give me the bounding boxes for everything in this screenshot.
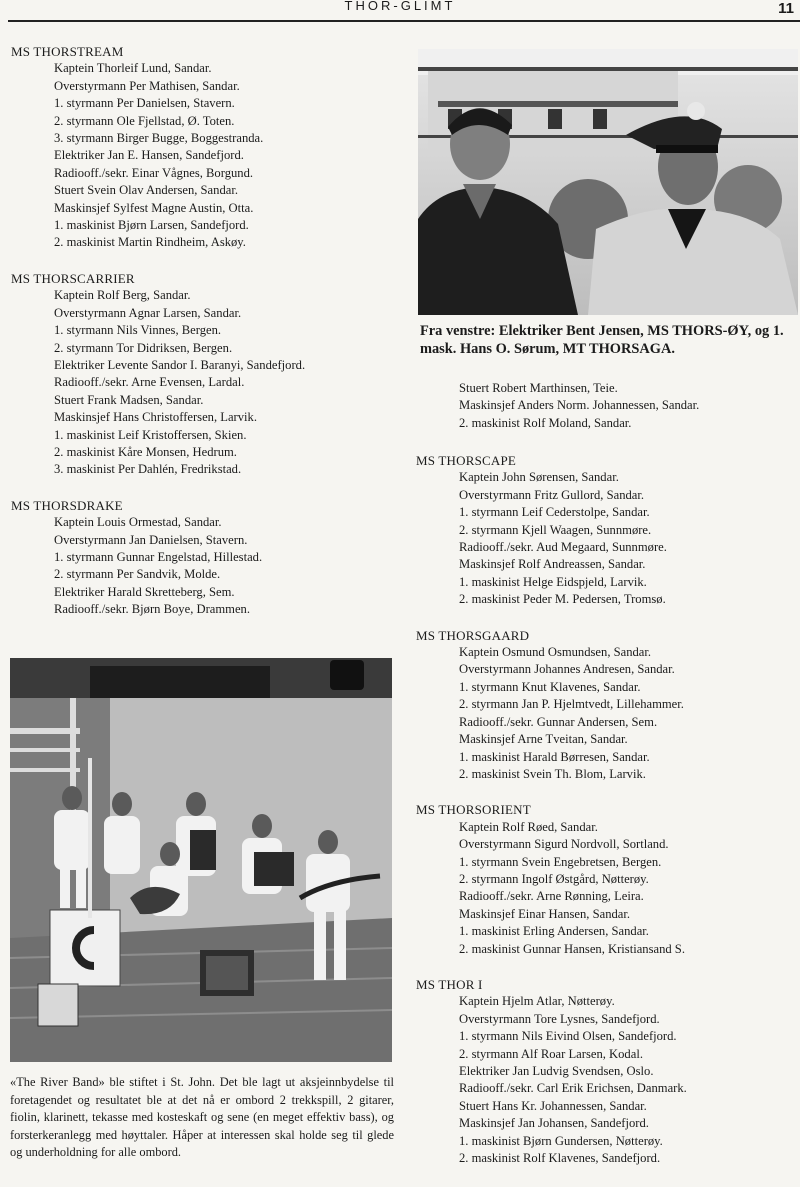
- crew-member: 1. maskinist Leif Kristoffersen, Skien.: [54, 427, 247, 442]
- crew-member: Kaptein John Sørensen, Sandar.: [459, 470, 619, 485]
- band-caption: «The River Band» ble stiftet i St. John. Det ble lagt ut aksjeinnbydelse til foretagendet og resultatet ble at det nå er ombord 2 trekkspill, 2 gitarer, fiolin, klarinett, tekasse med kosteskaft og sene (en meget effektiv bass), og forsterkeranlegg med høyttaler. Håper at interessen skal holde seg til glede og underholdning for alle ombord.: [10, 1075, 394, 1160]
- crew-member: Maskinsjef Anders Norm. Johannessen, Sandar.: [459, 398, 700, 413]
- ship-name: MS THORSCAPE: [416, 453, 517, 468]
- crew-member: 1. styrmann Svein Engebretsen, Bergen.: [459, 854, 662, 869]
- crew-member: 1. styrmann Leif Cederstolpe, Sandar.: [459, 505, 650, 520]
- crew-member: 1. maskinist Bjørn Larsen, Sandefjord.: [54, 218, 249, 233]
- crew-member: Radiooff./sekr. Arne Evensen, Lardal.: [54, 375, 245, 390]
- crew-list: [416, 644, 800, 783]
- crew-list: [416, 469, 800, 608]
- ship-block-thorscape: [416, 452, 800, 609]
- ship-name: MS THORSCARRIER: [11, 270, 135, 286]
- crew-member: Overstyrmann Agnar Larsen, Sandar.: [54, 305, 242, 320]
- crew-list: [11, 287, 406, 478]
- crew-member: Kaptein Osmund Osmundsen, Sandar.: [459, 645, 652, 660]
- crew-member: Elektriker Jan E. Hansen, Sandefjord.: [54, 148, 244, 163]
- crew-member: 1. styrmann Per Danielsen, Stavern.: [54, 96, 235, 111]
- crew-member: Maskinsjef Jan Johansen, Sandefjord.: [459, 1116, 649, 1131]
- crew-list: [11, 514, 406, 618]
- crew-member: 3. maskinist Per Dahlén, Fredrikstad.: [54, 462, 242, 477]
- crew-member: Stuert Robert Marthinsen, Teie.: [459, 381, 618, 395]
- crew-member: 1. styrmann Knut Klavenes, Sandar.: [459, 679, 641, 694]
- ship-block-thorscarrier: [11, 270, 406, 479]
- crew-member: 1. maskinist Erling Andersen, Sandar.: [459, 924, 649, 939]
- crew-member: 2. styrmann Jan P. Hjelmtvedt, Lillehammer.: [459, 697, 684, 712]
- photo-caption-seamen: Fra venstre: Elektriker Bent Jensen, MS THORS-ØY, og 1. mask. Hans O. Sørum, MT THORSAGA.: [420, 323, 784, 357]
- crew-member: Overstyrmann Fritz Gullord, Sandar.: [459, 487, 645, 502]
- ship-name: MS THORSDRAKE: [11, 497, 123, 513]
- crew-member: Maskinsjef Einar Hansen, Sandar.: [459, 906, 631, 921]
- crew-member: Radiooff./sekr. Carl Erik Erichsen, Danmark.: [459, 1081, 687, 1096]
- crew-member: 1. maskinist Bjørn Gundersen, Nøtterøy.: [459, 1133, 663, 1148]
- crew-member: 2. styrmann Kjell Waagen, Sunnmøre.: [459, 522, 652, 537]
- crew-list: [11, 60, 406, 251]
- ship-name: MS THORSGAARD: [416, 627, 530, 643]
- crew-member: 3. styrmann Birger Bugge, Boggestranda.: [54, 131, 264, 146]
- crew-member: Overstyrmann Per Mathisen, Sandar.: [54, 78, 240, 93]
- crew-member: Maskinsjef Sylfest Magne Austin, Otta.: [54, 200, 254, 215]
- crew-member: Kaptein Rolf Berg, Sandar.: [54, 288, 191, 303]
- ship-block-thorsgaard: [416, 627, 800, 784]
- crew-member: Maskinsjef Hans Christoffersen, Larvik.: [54, 410, 257, 425]
- crew-member: Elektriker Jan Ludvig Svendsen, Oslo.: [459, 1064, 654, 1078]
- header-rule: [8, 20, 800, 22]
- crew-member: Overstyrmann Sigurd Nordvoll, Sortland.: [459, 837, 669, 852]
- crew-list: [416, 993, 800, 1167]
- crew-member: Radiooff./sekr. Gunnar Andersen, Sem.: [459, 714, 658, 729]
- crew-member: Radiooff./sekr. Arne Rønning, Leira.: [459, 889, 644, 904]
- crew-member: Kaptein Hjelm Atlar, Nøtterøy.: [459, 994, 615, 1009]
- crew-member: Maskinsjef Rolf Andreassen, Sandar.: [459, 557, 646, 572]
- crew-member: Overstyrmann Johannes Andresen, Sandar.: [459, 662, 675, 677]
- crew-member: 1. maskinist Harald Børresen, Sandar.: [459, 749, 650, 764]
- ship-block-thorsdrake: [11, 497, 406, 619]
- crew-member: Radiooff./sekr. Einar Vågnes, Borgund.: [54, 165, 254, 180]
- crew-member: Radiooff./sekr. Bjørn Boye, Drammen.: [54, 602, 250, 617]
- crew-member: 1. styrmann Gunnar Engelstad, Hillestad.: [54, 549, 263, 564]
- crew-member: 2. maskinist Martin Rindheim, Askøy.: [54, 235, 246, 250]
- crew-member: 1. styrmann Nils Vinnes, Bergen.: [54, 323, 222, 338]
- crew-member: Stuert Frank Madsen, Sandar.: [54, 392, 204, 407]
- ship-block-thorstream: [11, 43, 406, 252]
- ship-block-thor-i: [416, 976, 800, 1167]
- crew-member: Stuert Svein Olav Andersen, Sandar.: [54, 183, 238, 198]
- photo-two-seamen: [418, 49, 798, 315]
- crew-member: Elektriker Harald Skretteberg, Sem.: [54, 584, 235, 599]
- crew-member: 2. maskinist Gunnar Hansen, Kristiansand S.: [459, 941, 685, 956]
- page-number: 11: [778, 0, 794, 17]
- crew-member: 2. maskinist Kåre Monsen, Hedrum.: [54, 444, 237, 459]
- crew-member: 2. styrmann Per Sandvik, Molde.: [54, 567, 221, 582]
- crew-member: 1. maskinist Helge Eidspjeld, Larvik.: [459, 574, 647, 589]
- crew-member: 2. maskinist Rolf Moland, Sandar.: [459, 415, 632, 430]
- ship-name: MS THORSORIENT: [416, 802, 531, 818]
- crew-member: Radiooff./sekr. Aud Megaard, Sunnmøre.: [459, 540, 667, 555]
- crew-member: 2. styrmann Ingolf Østgård, Nøtterøy.: [459, 871, 649, 886]
- crew-member: 2. maskinist Peder M. Pedersen, Tromsø.: [459, 592, 666, 607]
- crew-member: Stuert Hans Kr. Johannessen, Sandar.: [459, 1098, 647, 1113]
- crew-member: 1. styrmann Nils Eivind Olsen, Sandefjord.: [459, 1029, 677, 1044]
- crew-member: Overstyrmann Jan Danielsen, Stavern.: [54, 532, 248, 547]
- ship-name: MS THOR I: [416, 976, 483, 992]
- crew-list: [416, 819, 800, 958]
- ship-name: MS THORSTREAM: [11, 44, 124, 59]
- crew-member: Kaptein Louis Ormestad, Sandar.: [54, 515, 222, 530]
- crew-member: Elektriker Levente Sandor I. Baranyi, Sandefjord.: [54, 357, 306, 372]
- crew-list: [416, 380, 800, 432]
- crew-member: Overstyrmann Tore Lysnes, Sandefjord.: [459, 1011, 660, 1026]
- crew-member: Maskinsjef Arne Tveitan, Sandar.: [459, 732, 628, 747]
- left-crew-column: [11, 43, 406, 619]
- crew-member: 2. styrmann Alf Roar Larsen, Kodal.: [459, 1046, 643, 1061]
- ship-block-thorsorient: [416, 801, 800, 958]
- right-crew-column: [416, 452, 800, 1167]
- crew-member: 2. styrmann Ole Fjellstad, Ø. Toten.: [54, 113, 235, 128]
- crew-member: 2. maskinist Rolf Klavenes, Sandefjord.: [459, 1151, 661, 1166]
- crew-member: Kaptein Thorleif Lund, Sandar.: [54, 61, 212, 76]
- right-continuation-list: [416, 380, 800, 432]
- crew-member: 2. styrmann Tor Didriksen, Bergen.: [54, 340, 233, 355]
- photo-river-band: [10, 658, 392, 1062]
- crew-member: Kaptein Rolf Røed, Sandar.: [459, 819, 598, 834]
- crew-member: 2. maskinist Svein Th. Blom, Larvik.: [459, 766, 646, 781]
- page-header-title: THOR-GLIMT: [344, 0, 456, 13]
